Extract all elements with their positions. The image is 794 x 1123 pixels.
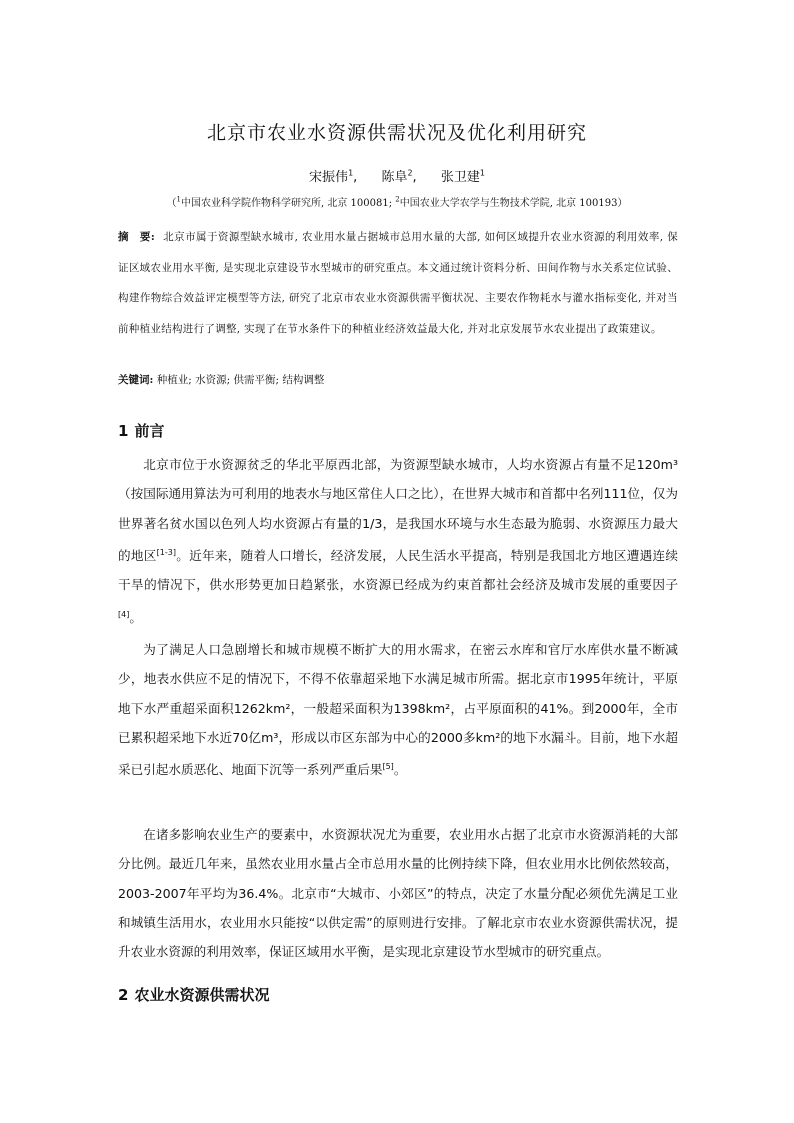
affiliation-2: 中国农业大学农学与生物技术学院, 北京 100193）: [399, 198, 628, 209]
affiliation-mark: 1: [176, 195, 181, 204]
section-title: 前言: [134, 422, 165, 440]
citation: [1-3]: [156, 547, 176, 557]
section-heading-2: [118, 984, 269, 1005]
paragraph-1: [118, 450, 678, 632]
abstract-label: 摘 要:: [118, 231, 156, 243]
paper-title: 北京市农业水资源供需状况及优化利用研究: [206, 122, 587, 144]
paragraph-text: 。: [393, 762, 407, 778]
paragraph-text: 北京市位于水资源贫乏的华北平原西北部，为资源型缺水城市，人均水资源占有量不足120m³（按国际通用算法为可利用的地表水与地区常住人口之比），在世界大城市和首都中名列111位，仅为世界著名贫水国以色列人均水资源占有量的1/3，是我国水环境与水生态最为脆弱、水资源压力最大的地区: [118, 457, 678, 564]
keywords-text: 种植业; 水资源; 供需平衡; 结构调整: [153, 374, 325, 386]
paragraph-3: [118, 820, 678, 966]
section-number: 2: [118, 986, 129, 1004]
section-number: 1: [118, 422, 129, 440]
affiliation-1: 中国农业科学院作物科学研究所, 北京 100081;: [181, 198, 396, 209]
paragraph-text: 。: [129, 609, 142, 625]
author-name: 陈阜: [381, 170, 408, 185]
author: 宋振伟$^1$,: [309, 168, 358, 185]
author-list: [0, 166, 794, 185]
section-title: 农业水资源供需状况: [134, 986, 270, 1004]
paragraph-text: 。近年来，随着人口增长，经济发展，人民生活水平提高，特别是我国北方地区遭遇连续干旱的情况下，供水形势更加日趋紧张，水资源已经成为约束首都社会经济及城市发展的重要因子: [118, 548, 679, 593]
paragraph-2: [118, 635, 678, 785]
affiliations: [0, 194, 794, 209]
abstract-text: 北京市属于资源型缺水城市, 农业用水量占据城市总用水量的大部, 如何区域提升农业水资源的利用效率, 保证区域农业用水平衡, 是实现北京建设节水型城市的研究重点。本文通过统计资料分析、田间作物与水关系定位试验、构建作物综合效益评定模型等方法, 研究了北京市农业水资源供需平衡状况、主要农作物耗水与灌水指标变化, 并对当前种植业结构进行了调整, 实现了在节水条件下的种植业经济效益最大化, 并对北京发展节水农业提出了政策建议。: [118, 231, 679, 335]
author: 陈阜$^2$,: [381, 168, 417, 185]
keywords-label: 关键词:: [118, 374, 154, 386]
author-name: 张卫建: [440, 170, 480, 185]
affiliation-open: （: [166, 198, 177, 209]
paragraph-text: 为了满足人口急剧增长和城市规模不断扩大的用水需求，在密云水库和官厅水库供水量不断减少，地表水供应不足的情况下，不得不依靠超采地下水满足城市所需。据北京市1995年统计，平原地下水严重超采面积1262km²，一般超采面积为1398km²，占平原面积的41%。到2000年，全市已累积超采地下水近70亿m³，形成以市区东部为中心的2000多km²的地下水漏斗。目前，地下水超采已引起水质恶化、地面下沉等一系列严重后果: [118, 642, 678, 778]
abstract: [118, 222, 678, 344]
citation: [4]: [118, 609, 130, 619]
author: [441, 170, 485, 185]
section-heading-1: [118, 420, 164, 441]
paragraph-text: 在诸多影响农业生产的要素中，水资源状况尤为重要，农业用水占据了北京市水资源消耗的大部分比例。最近几年来，虽然农业用水量占全市总用水量的比例持续下降，但农业用水比例依然较高，2003-2007年平均为36.4%。北京市“大城市、小郊区”的特点，决定了水量分配必须优先满足工业和城镇生活用水，农业用水只能按“以供定需”的原则进行安排。了解北京市农业水资源供需状况，提升农业水资源的利用效率，保证区域用水平衡，是实现北京建设节水型城市的研究重点。: [118, 827, 678, 960]
affiliation-mark: 2: [407, 168, 413, 178]
citation: [5]: [382, 762, 394, 772]
keywords: [118, 372, 678, 387]
affiliation-mark: 1: [348, 168, 354, 178]
author-name: 宋振伟: [309, 170, 349, 185]
affiliation-mark: 2: [395, 195, 400, 204]
affiliation-mark: 1: [479, 168, 485, 178]
